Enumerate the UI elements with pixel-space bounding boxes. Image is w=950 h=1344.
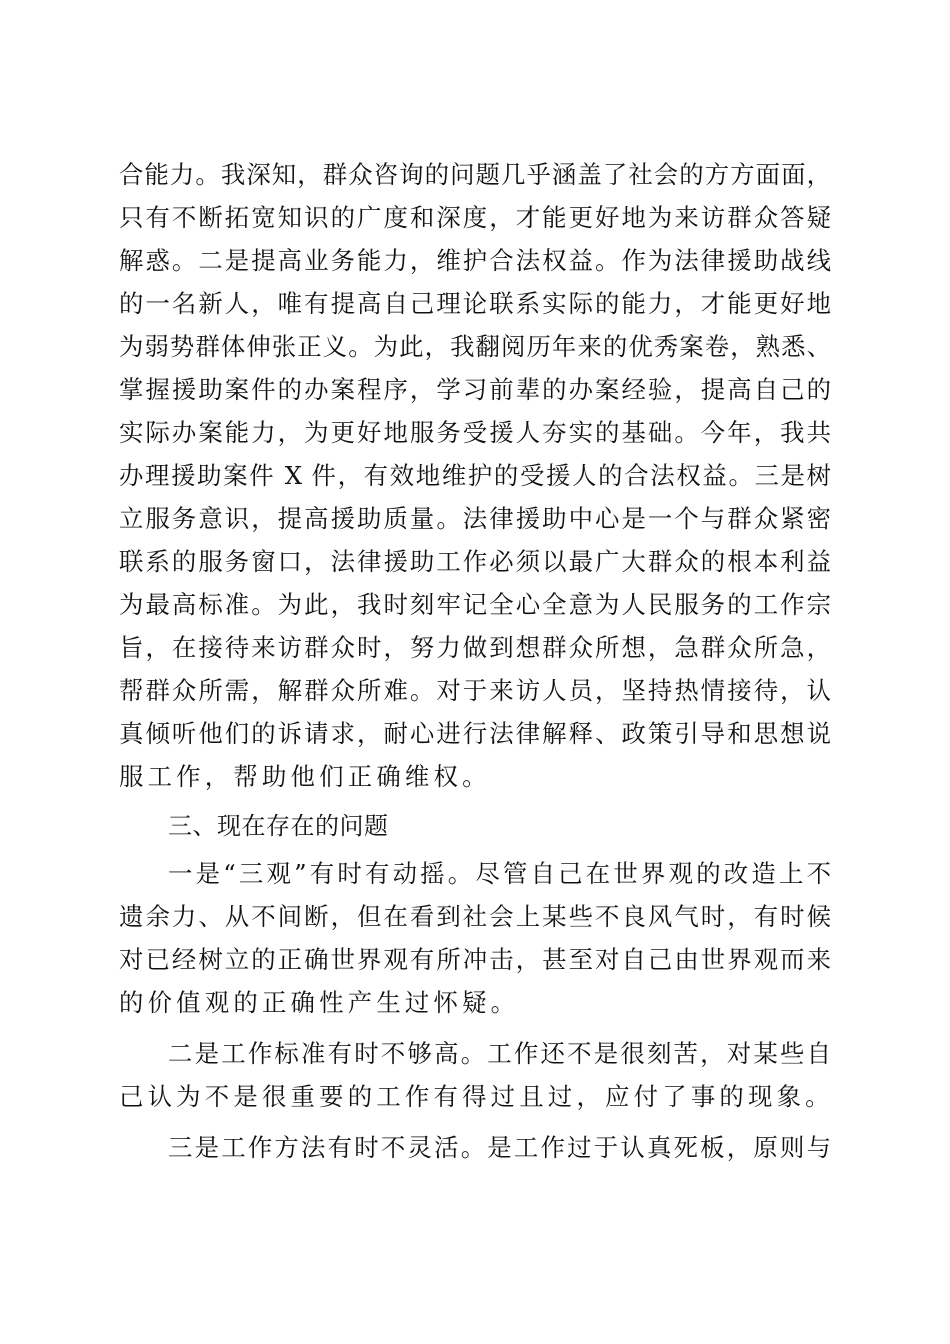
paragraph-line: 立服务意识，提高援助质量。法律援助中心是一个与群众紧密 (119, 504, 831, 533)
paragraph-line: 二是工作标准有时不够高。工作还不是很刻苦，对某些自 (168, 1039, 831, 1068)
paragraph-line: 的价值观的正确性产生过怀疑。 (119, 988, 520, 1017)
paragraph-line: 掌握援助案件的办案程序，学习前辈的办案经验，提高自己的 (119, 375, 831, 404)
paragraph-line: 只有不断拓宽知识的广度和深度，才能更好地为来访群众答疑 (119, 203, 831, 232)
paragraph-line: 对已经树立的正确世界观有所冲击，甚至对自己由世界观而来 (119, 945, 831, 974)
paragraph-line: 遗余力、从不间断，但在看到社会上某些不良风气时，有时候 (119, 902, 831, 931)
paragraph-line: 的一名新人，唯有提高自己理论联系实际的能力，才能更好地 (119, 289, 831, 318)
paragraph-line: 解惑。二是提高业务能力，维护合法权益。作为法律援助战线 (119, 246, 831, 275)
paragraph-line: 己认为不是很重要的工作有得过且过，应付了事的现象。 (119, 1082, 834, 1111)
paragraph-line: 实际办案能力，为更好地服务受援人夯实的基础。今年，我共 (119, 418, 831, 447)
paragraph-line: 三是工作方法有时不灵活。是工作过于认真死板，原则与 (168, 1133, 831, 1162)
section-heading: 三、现在存在的问题 (168, 812, 389, 840)
paragraph-line: 合能力。我深知，群众咨询的问题几乎涵盖了社会的方方面面， (119, 160, 831, 189)
paragraph-line: 一是“三观”有时有动摇。尽管自己在世界观的改造上不 (168, 859, 831, 888)
paragraph-line: 为最高标准。为此，我时刻牢记全心全意为人民服务的工作宗 (119, 590, 831, 619)
paragraph-line: 服工作，帮助他们正确维权。 (119, 762, 491, 791)
paragraph-line: 帮群众所需，解群众所难。对于来访人员，坚持热情接待，认 (119, 676, 831, 705)
paragraph-line: 旨，在接待来访群众时，努力做到想群众所想，急群众所急， (119, 633, 831, 662)
paragraph-line: 办理援助案件 X 件，有效地维护的受援人的合法权益。三是树 (119, 461, 831, 490)
paragraph-line: 联系的服务窗口，法律援助工作必须以最广大群众的根本利益 (119, 547, 831, 576)
paragraph-line: 真倾听他们的诉请求，耐心进行法律解释、政策引导和思想说 (119, 719, 831, 748)
paragraph-line: 为弱势群体伸张正义。为此，我翻阅历年来的优秀案卷，熟悉、 (119, 332, 831, 361)
